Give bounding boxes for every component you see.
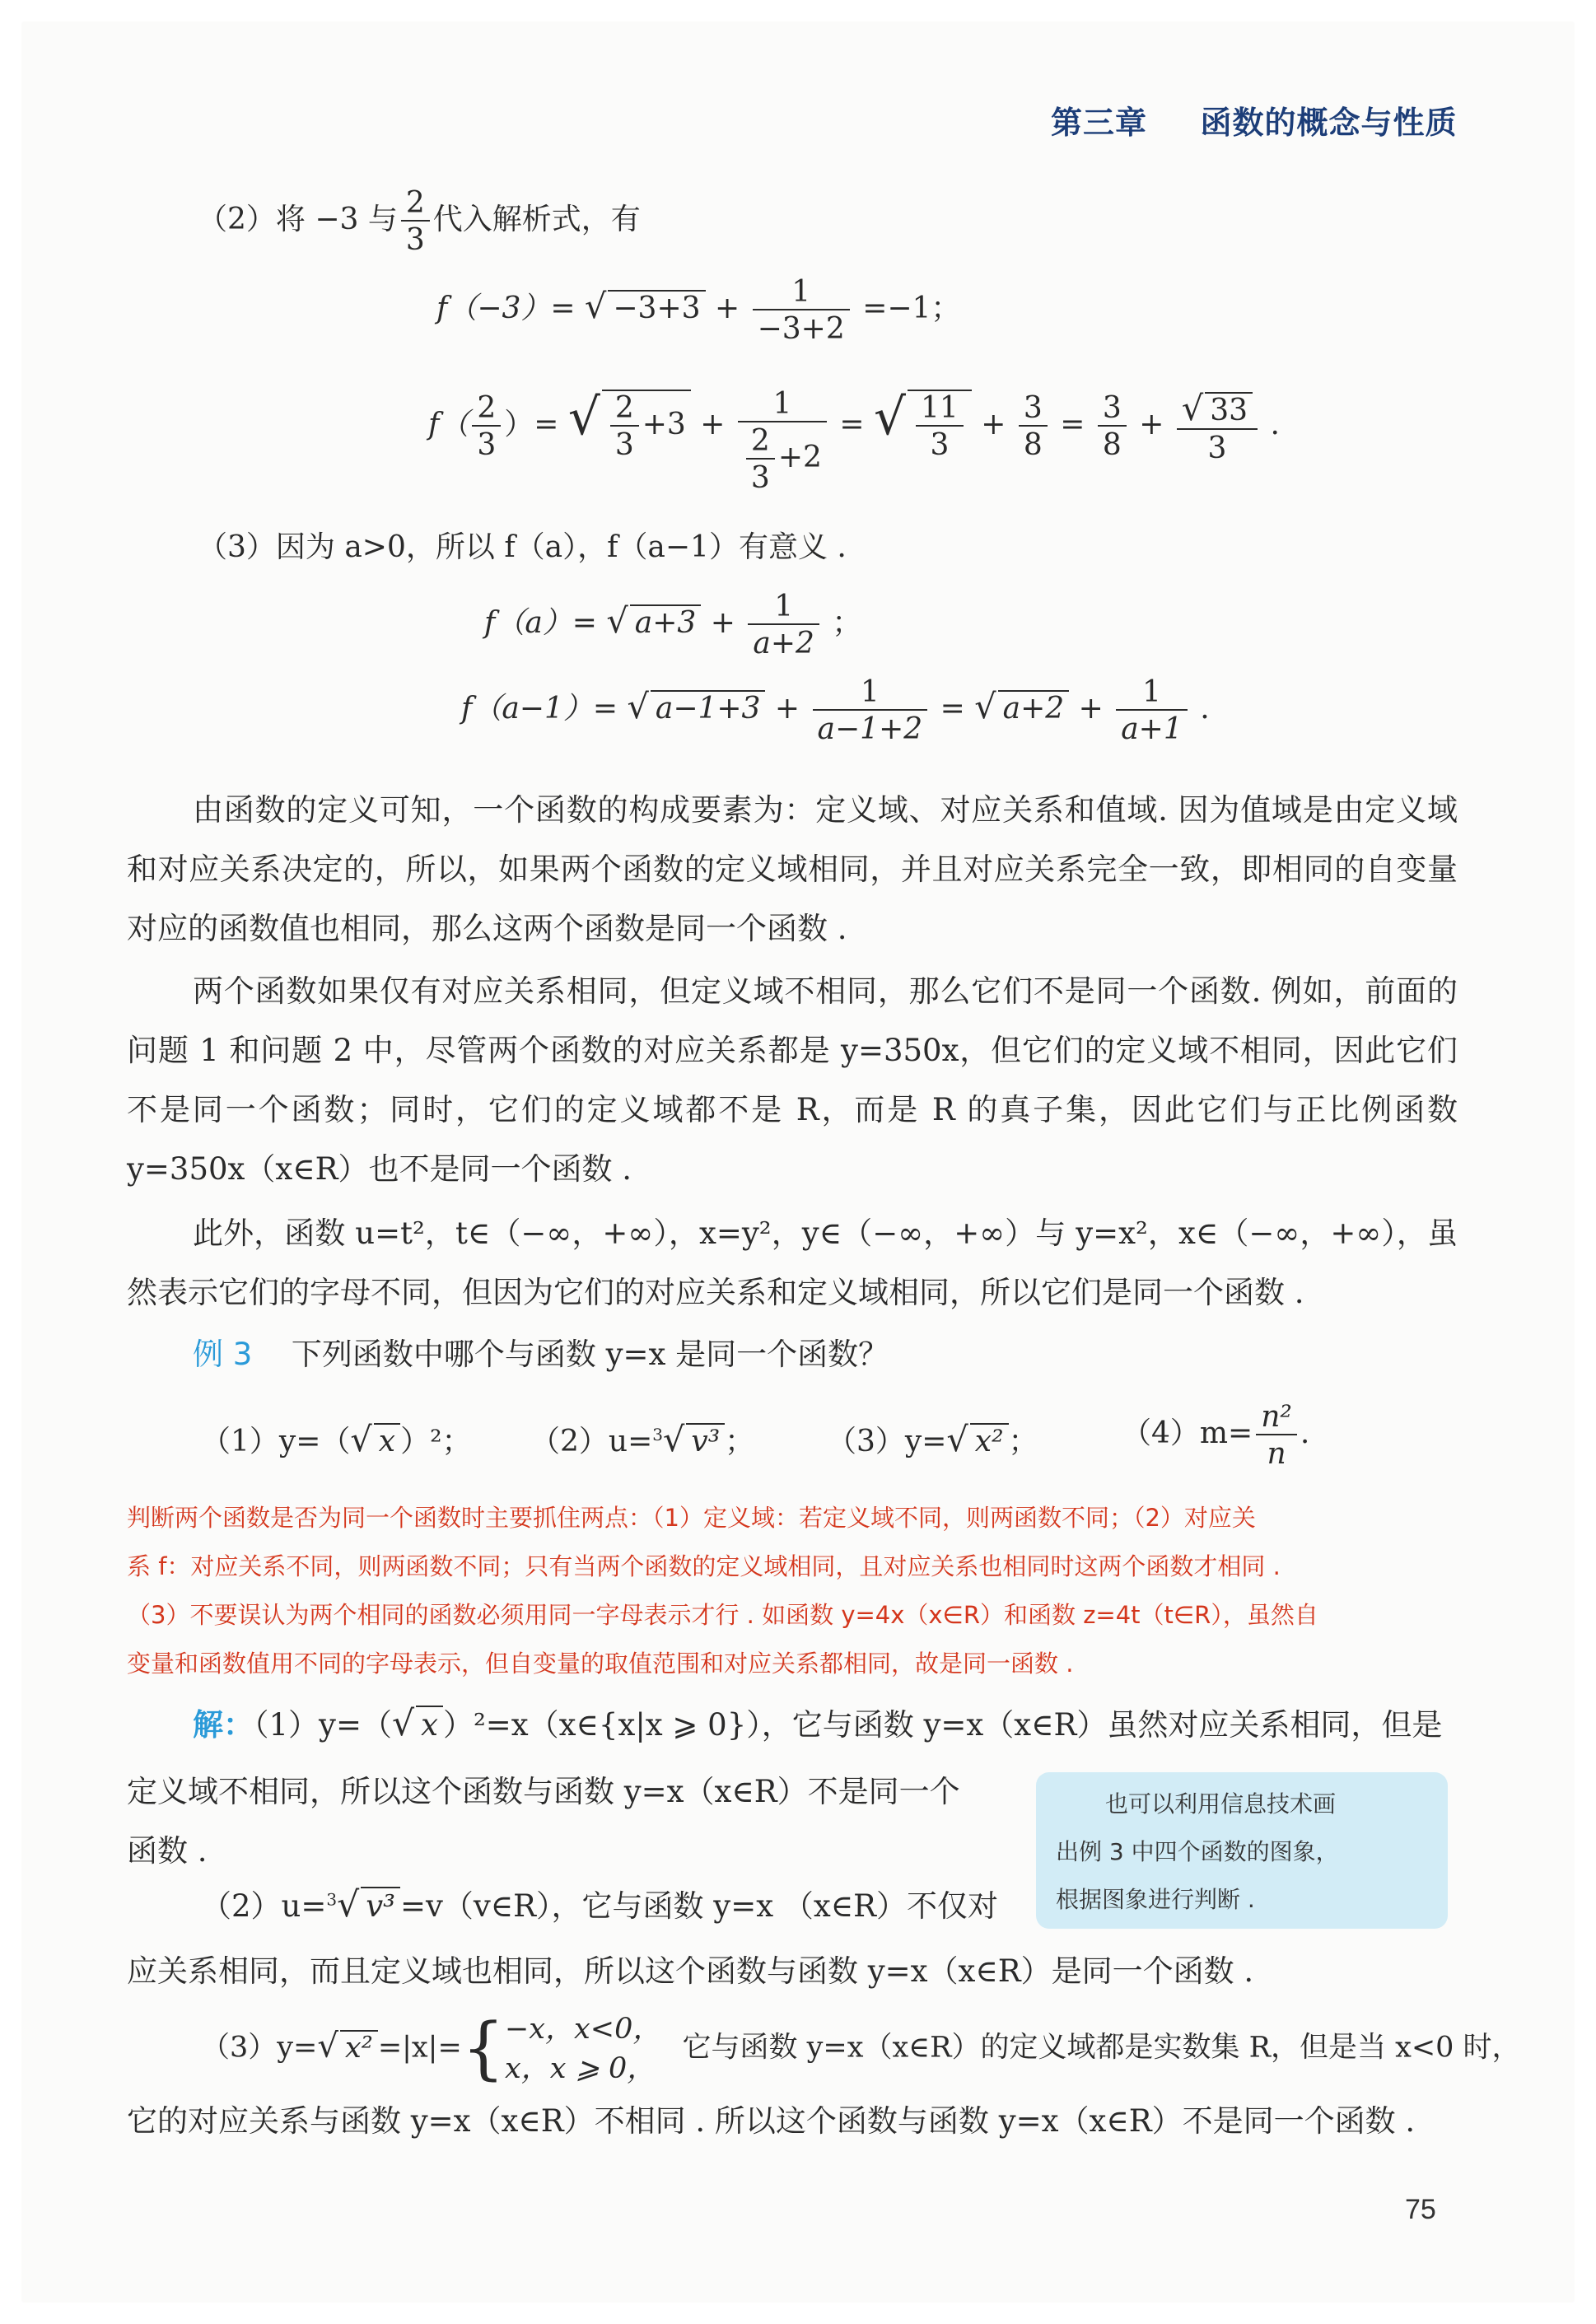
option-2: （2）u=$^3$√ v³ ； <box>530 1420 755 1459</box>
note-line: （3）不要误认为两个相同的函数必须用同一字母表示才行 . 如函数 y=4x（x∈R）和函数 z=4t（t∈R），虽然自 <box>127 1601 1318 1629</box>
sqrt-term: a+2 <box>998 690 1070 726</box>
fraction: $\frac{3}{8}$ <box>1019 391 1048 462</box>
fraction: $\frac{√ 33}{3}$ <box>1177 389 1258 465</box>
sqrt-term: $\frac{2}{3}$ +3 <box>602 390 691 462</box>
solution-2-line2: 应关系相同，而且定义域也相同，所以这个函数与函数 y=x（x∈R）是同一个函数 . <box>127 1953 1254 1989</box>
solution-1-line2: 定义域不相同，所以这个函数与函数 y=x（x∈R）不是同一个 <box>127 1774 960 1809</box>
option-4: （4）m= $\frac{\text{n²}}{n}$ . <box>1122 1400 1310 1471</box>
equation-f-a: f（a）= √ a+3 + $\frac{1}{a+2}$ ； <box>484 590 862 660</box>
fraction: $\frac{1}{a+1}$ <box>1116 675 1188 746</box>
solution-2: （2）u=$^3$√ v³ =v（v∈R），它与函数 y=x （x∈R）不仅对 <box>201 1885 998 1925</box>
side-tip-box <box>1036 1772 1448 1929</box>
note-line: 系 f：对应关系不同，则两函数不同；只有当两个函数的定义域相同，且对应关系也相同时这两个函数才相同 . <box>127 1552 1281 1580</box>
brace-symbol: { <box>461 2009 505 2088</box>
part2-intro-text-2: 代入解析式，有 <box>432 203 641 236</box>
equation-f-a-minus-1: f（a−1）= √ a−1+3 + $\frac{1}{a-1+2}$ = √ a+2 + $\frac{1}{a+1}$ . <box>461 675 1210 746</box>
fraction: $\frac{1}{a-1+2}$ <box>813 675 928 746</box>
chapter-title: 函数的概念与性质 <box>1200 105 1458 141</box>
note-line: 变量和函数值用不同的字母表示，但自变量的取值范围和对应关系都相同，故是同一函数 . <box>127 1650 1074 1678</box>
side-tip-line: 也可以利用信息技术画 <box>1105 1790 1337 1818</box>
example-label: 例 3 <box>193 1337 253 1372</box>
part2-intro <box>198 186 641 257</box>
sqrt-term: a+3 <box>630 604 702 640</box>
page-number: 75 <box>1405 2194 1436 2225</box>
note-line: 判断两个函数是否为同一个函数时主要抓住两点：（1）定义域：若定义域不同，则两函数不同；（2）对应关 <box>127 1504 1256 1532</box>
sqrt-term: $\frac{11}{3}$ <box>908 390 972 462</box>
part2-intro-text: （2）将 −3 与 <box>198 203 398 236</box>
fraction: $\frac{1}{-3+2}$ <box>753 275 850 346</box>
fraction: $\frac{2}{3}$ <box>472 391 501 462</box>
example-options <box>201 1400 1453 1491</box>
option-1: （1）y=（√ x ）²； <box>201 1420 472 1459</box>
paragraph-domain-example: 两个函数如果仅有对应关系相同，但定义域不相同，那么它们不是同一个函数. 例如，前面的问题 1 和问题 2 中，尽管两个函数的对应关系都是 y=350x，但它们的定义域不相同，因此它们不是同一个函数；同时，它们的定义域都不是 R，而是 R 的真子集，因此它们与正比例函数 y=350x（x∈R）也不是同一个函数 . <box>127 973 1458 1187</box>
part3-intro: （3）因为 a>0，所以 f（a），f（a−1）有意义 . <box>198 530 847 564</box>
side-tip-line: 出例 3 中四个函数的图象， <box>1056 1838 1339 1865</box>
example-3 <box>193 1329 889 1374</box>
sqrt-term: −3+3 <box>608 290 705 325</box>
chapter-number: 第三章 <box>1051 105 1148 141</box>
solution-3-line2: 它的对应关系与函数 y=x（x∈R）不相同 . 所以这个函数与函数 y=x（x∈R）不是同一个函数 . <box>127 2103 1416 2139</box>
piecewise-cases: −x，x<0， x，x ⩾ 0， <box>504 2013 662 2085</box>
side-tip-line: 根据图象进行判断 . <box>1056 1886 1255 1913</box>
fraction: $\frac{1}{a+2}$ <box>748 590 819 660</box>
teaching-note <box>127 1494 1461 1688</box>
sqrt-term: a−1+3 <box>651 690 766 726</box>
equation-f-two-thirds: f（ $\frac{2}{3}$ ）= √ $\frac{2}{3}$ +3 + 1 $\frac{2}{3}$ +2 = √ $\frac{11}{3}$ + $\frac{3}{8}$ = $\frac{3}{8}$ + $\frac{√ 33}{3}$ . <box>428 387 1280 495</box>
chapter-header <box>1051 97 1458 142</box>
solution-3: （3）y=√ x² =|x|={ −x，x<0， x，x ⩾ 0， 它与函数 y=x（x∈R）的定义域都是实数集 R，但是当 x<0 时， <box>201 2009 1521 2088</box>
solution-1-line3: 函数 . <box>127 1833 208 1869</box>
solution-1: 解：（1）y=（√ x ）²=x（x∈{x|x ⩾ 0}），它与函数 y=x（x∈R）虽然对应关系相同，但是 <box>193 1704 1443 1744</box>
paragraph-letters: 此外，函数 u=t²，t∈（−∞，+∞），x=y²，y∈（−∞，+∞）与 y=x²，x∈（−∞，+∞），虽然表示它们的字母不同，但因为它们的对应关系和定义域相同，所以它们是同一个函数 . <box>127 1216 1458 1310</box>
paragraph-definition: 由函数的定义可知，一个函数的构成要素为：定义域、对应关系和值域. 因为值域是由定义域和对应关系决定的，所以，如果两个函数的定义域相同，并且对应关系完全一致，即相同的自变量对应的函数值也相同，那么这两个函数是同一个函数 . <box>127 792 1458 946</box>
option-3: （3）y=√ x² ； <box>827 1420 1038 1459</box>
compound-fraction: 1 $\frac{2}{3}$ +2 <box>738 387 827 495</box>
equation-f-neg3: f（−3）= √ −3+3 + $\frac{1}{-3+2}$ =−1； <box>436 275 961 346</box>
fraction: $\frac{3}{8}$ <box>1098 391 1127 462</box>
example-question: 下列函数中哪个与函数 y=x 是同一个函数？ <box>291 1337 889 1372</box>
solution-label: 解： <box>193 1707 254 1743</box>
fraction: $\frac{2}{3}$ <box>401 186 430 257</box>
